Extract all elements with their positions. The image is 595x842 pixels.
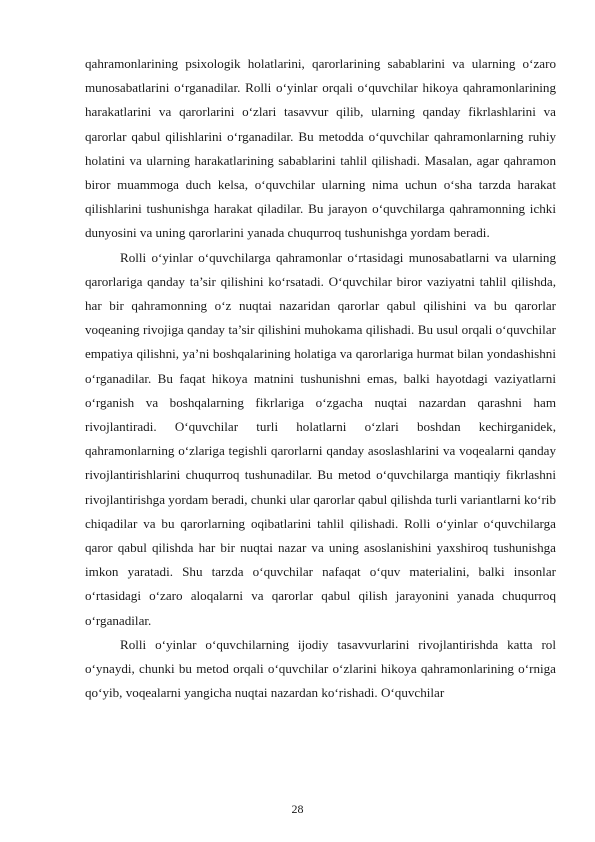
paragraph-1: qahramonlarining psixologik holatlarini, qarorlarining sabablarini va ularning o‘zaro munosabatlarini o‘rganadilar. Rolli o‘yinlar orqali o‘quvchilar hikoya qahramonlarining harakatlarini va qarorlarini o‘zlari tasavvur qilib, ularning qanday fikrlashlarini va qarorlar qabul qilishlarini o‘rganadilar. Bu metodda o‘quvchilar qahramonlarning ruhiy holatini va ularning harakatlarining sabablarini tahlil qilishadi. Masalan, agar qahramon biror muammoga duch kelsa, o‘quvchilar ularning nima uchun o‘sha tarzda harakat qilishlarini tushunishga harakat qiladilar. Bu jarayon o‘quvchilarga qahramonning ichki dunyosini va uning qarorlarini yanada chuqurroq tushunishga yordam beradi. (85, 56, 556, 241)
paragraph-3: Rolli o‘yinlar o‘quvchilarning ijodiy tasavvurlarini rivojlantirishda katta rol o‘ynaydi, chunki bu metod orqali o‘quvchilar o‘zlarini hikoya qahramonlarining o‘rniga qo‘yib, voqealarni yangicha nuqtai nazardan ko‘rishadi. O‘quvchilar (85, 636, 556, 701)
paragraph-2: Rolli o‘yinlar o‘quvchilarga qahramonlar o‘rtasidagi munosabatlarni va ularning qarorlariga qanday ta’sir qilishini ko‘rsatadi. O‘quvchilar biror vaziyatni tahlil qilishda, har bir qahramonning o‘z nuqtai nazaridan qarorlar qabul qilishini va bu qarorlar voqeaning rivojiga qanday ta’sir qilishini muhokama qilishadi. Bu usul orqali o‘quvchilar empatiya qilishni, ya’ni boshqalarining holatiga va qarorlariga hurmat bilan yondashishni o‘rganadilar. Bu faqat hikoya matnini tushunishni emas, balki hayotdagi vaziyatlarni o‘rganish va boshqalarning fikrlariga o‘zgacha nuqtai nazardan qarashni ham rivojlantiradi. O‘quvchilar turli holatlarni o‘zlari boshdan kechirganidek, qahramonlarning o‘zlariga tegishli qarorlarni qanday asoslashlarini va voqealarni qanday rivojlantirishlarini chuqurroq tushunadilar. Bu metod o‘quvchilarga mantiqiy fikrlashni rivojlantirishga yordam beradi, chunki ular qarorlar qabul qilishda turli variantlarni ko‘rib chiqadilar va bu qarorlarning oqibatlarini tahlil qilishadi. Rolli o‘yinlar o‘quvchilarga qaror qabul qilishda har bir nuqtai nazar va uning asoslanishini yaxshiroq tushunishga imkon yaratadi. Shu tarzda o‘quvchilar nafaqat o‘quv materialini, balki insonlar o‘rtasidagi o‘zaro aloqalarni va qarorlar qabul qilish jarayonini yanada chuqurroq o‘rganadilar. (85, 249, 556, 628)
page-number: 28 (291, 802, 304, 816)
page-body (85, 52, 556, 705)
